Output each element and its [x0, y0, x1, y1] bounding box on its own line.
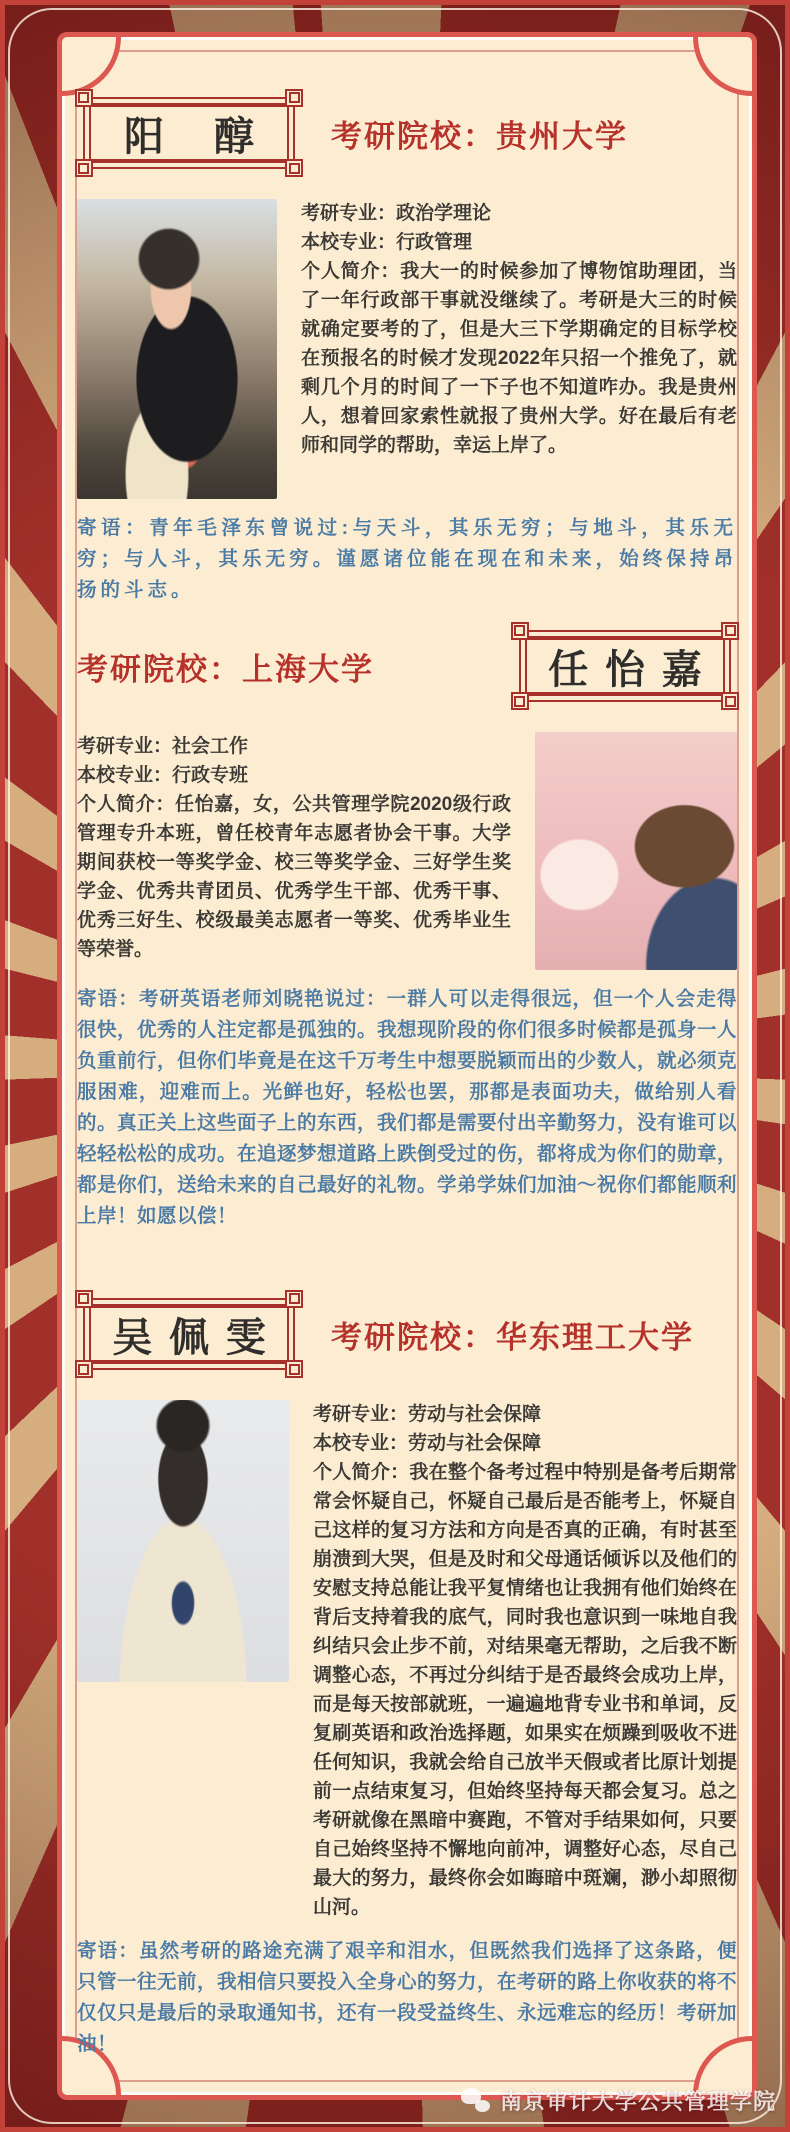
message-label: 寄语： [77, 517, 150, 539]
message-text: 考研英语老师刘晓艳说过：一群人可以走得很远，但一个人会走得很快，优秀的人注定都是孤独的。我想现阶段的你们很多时候都是孤身一人负重前行，但你们毕竟是在这千万考生中想要脱颖而出的少数人，就必须克服困难，迎难而上。光鲜也好，轻松也罢，那都是表面功夫，做给别人看的。真正关上这些面子上的东西，我们都是需要付出辛勤努力，没有谁可以轻轻松松的成功。在追逐梦想道路上跌倒受过的伤，都将成为你们的勋章，都是你们，送给未来的自己最好的礼物。学弟学妹们加油～祝你们都能顺利上岸！如愿以偿！ [77, 988, 738, 1227]
target-school-label: 考研院校： [331, 118, 496, 154]
intro-text: 我在整个备考过程中特别是备考后期常常会怀疑自己，怀疑自己最后是否能考上，怀疑自己这样的复习方法和方向是否真的正确，有时甚至崩溃到大哭，但是及时和父母通话倾诉以及他们的安慰支持总能让我平复情绪也让我拥有他们始终在背后支持着我的底气，同时我也意识到一味地自我纠结只会止步不前，对结果毫无帮助，之后我不断调整心态，不再过分纠结于是否最终会成功上岸，而是每天按部就班，一遍遍地背专业书和单词，反复刷英语和政治选择题，如果实在烦躁到吸收不进任何知识，我就会给自己放半天假或者比原计划提前一点结束复习，但始终坚持每天都会复习。总之考研就像在黑暗中赛跑，不管对手结果如何，只要自己始终坚持不懈地向前冲，调整好心态，尽自己最大的努力，最终你会如晦暗中斑斓，渺小却照彻山河。 [313, 1462, 737, 1918]
frame-ornament-icon [285, 1360, 303, 1378]
profile-section-wupeiwen [77, 1290, 737, 2060]
kaoyan-major-line [301, 199, 737, 228]
profile-details [77, 732, 511, 964]
message-paragraph [77, 1936, 737, 2060]
target-school-value: 贵州大学 [496, 118, 628, 154]
home-major-line [301, 228, 737, 257]
personal-intro [313, 1458, 737, 1922]
profile-header [77, 622, 737, 710]
frame-ornament-icon [721, 622, 739, 640]
message-text: 青年毛泽东曾说过:与天斗，其乐无穷；与地斗，其乐无穷；与人斗，其乐无穷。谨愿诸位能在现在和未来，始终保持昂扬的斗志。 [77, 517, 737, 601]
watermark-text: 南京审计大学公共管理学院 [499, 2089, 776, 2114]
student-photo [77, 199, 277, 499]
profile-body [77, 732, 737, 970]
frame-ornament-icon [511, 622, 529, 640]
content-panel [57, 32, 757, 2100]
profile-body [77, 199, 737, 499]
message-label: 寄语： [77, 988, 139, 1010]
student-photo [77, 1400, 289, 1682]
kaoyan-major-value: 社会工作 [172, 736, 249, 757]
message-label: 寄语： [77, 1940, 139, 1962]
home-major-label: 本校专业： [301, 232, 397, 253]
target-school-label: 考研院校： [331, 1319, 496, 1355]
kaoyan-major-value: 劳动与社会保障 [408, 1404, 542, 1425]
name-frame [519, 630, 731, 702]
message-text: 虽然考研的路途充满了艰辛和泪水，但既然我们选择了这条路，便只管一往无前，我相信只要投入全身心的努力，在考研的路上你收获的将不仅仅只是最后的录取通知书，还有一段受益终生、永远难忘的经历！考研加油！ [77, 1940, 738, 2055]
student-name: 吴佩雯 [112, 1315, 283, 1360]
frame-ornament-icon [75, 159, 93, 177]
frame-ornament-icon [721, 692, 739, 710]
kaoyan-major-label: 考研专业： [313, 1404, 409, 1425]
watermark [461, 2085, 776, 2116]
intro-text: 任怡嘉，女，公共管理学院2020级行政管理专升本班，曾任校青年志愿者协会干事。大学期间获校一等奖学金、校三等奖学金、三好学生奖学金、优秀共青团员、优秀学生干部、优秀干事、优秀三好生、校级最美志愿者一等奖、优秀毕业生等荣誉。 [77, 794, 511, 960]
personal-intro [301, 257, 737, 460]
intro-label: 个人简介： [77, 794, 175, 815]
kaoyan-major-label: 考研专业： [301, 203, 397, 224]
target-school-label: 考研院校： [77, 651, 242, 687]
home-major-line [77, 761, 511, 790]
profile-section-yangchun [77, 89, 737, 606]
target-school-value: 华东理工大学 [496, 1319, 694, 1355]
home-major-value: 行政管理 [396, 232, 473, 253]
profile-header [77, 89, 737, 177]
home-major-line [313, 1429, 737, 1458]
panel-content [62, 37, 752, 2080]
home-major-value: 劳动与社会保障 [408, 1433, 542, 1454]
message-paragraph [77, 984, 737, 1232]
intro-label: 个人简介： [313, 1462, 410, 1483]
intro-text: 我大一的时候参加了博物馆助理团，当了一年行政部干事就没继续了。考研是大三的时候就确定要考的了，但是大三下学期确定的目标学校在预报名的时候才发现2022年只招一个推免了，就剩几个月的时间了一下子也不知道咋办。我是贵州人，想着回家索性就报了贵州大学。好在最后有老师和同学的帮助，幸运上岸了。 [301, 261, 737, 456]
kaoyan-major-line [77, 732, 511, 761]
profile-details [313, 1400, 737, 1922]
target-school-title [331, 111, 628, 156]
frame-ornament-icon [75, 1290, 93, 1308]
personal-intro [77, 790, 511, 964]
profile-section-renyijia [77, 622, 737, 1232]
home-major-value: 行政专班 [172, 765, 249, 786]
message-paragraph [77, 513, 737, 606]
target-school-value: 上海大学 [242, 651, 374, 687]
name-frame [83, 1298, 295, 1370]
profile-body [77, 1400, 737, 1922]
home-major-label: 本校专业： [77, 765, 173, 786]
frame-ornament-icon [75, 1360, 93, 1378]
wechat-icon [461, 2088, 493, 2114]
home-major-label: 本校专业： [313, 1433, 409, 1454]
frame-ornament-icon [511, 692, 529, 710]
profile-details [301, 199, 737, 460]
intro-label: 个人简介： [301, 261, 401, 282]
target-school-title [77, 644, 374, 689]
student-photo [535, 732, 737, 970]
profile-header [77, 1290, 737, 1378]
kaoyan-major-label: 考研专业： [77, 736, 173, 757]
student-name: 任怡嘉 [548, 647, 719, 692]
student-name: 阳醇 [124, 114, 304, 159]
frame-ornament-icon [285, 1290, 303, 1308]
target-school-title [331, 1312, 694, 1357]
kaoyan-major-value: 政治学理论 [396, 203, 492, 224]
name-frame [83, 97, 304, 169]
frame-ornament-icon [285, 159, 303, 177]
kaoyan-major-line [313, 1400, 737, 1429]
